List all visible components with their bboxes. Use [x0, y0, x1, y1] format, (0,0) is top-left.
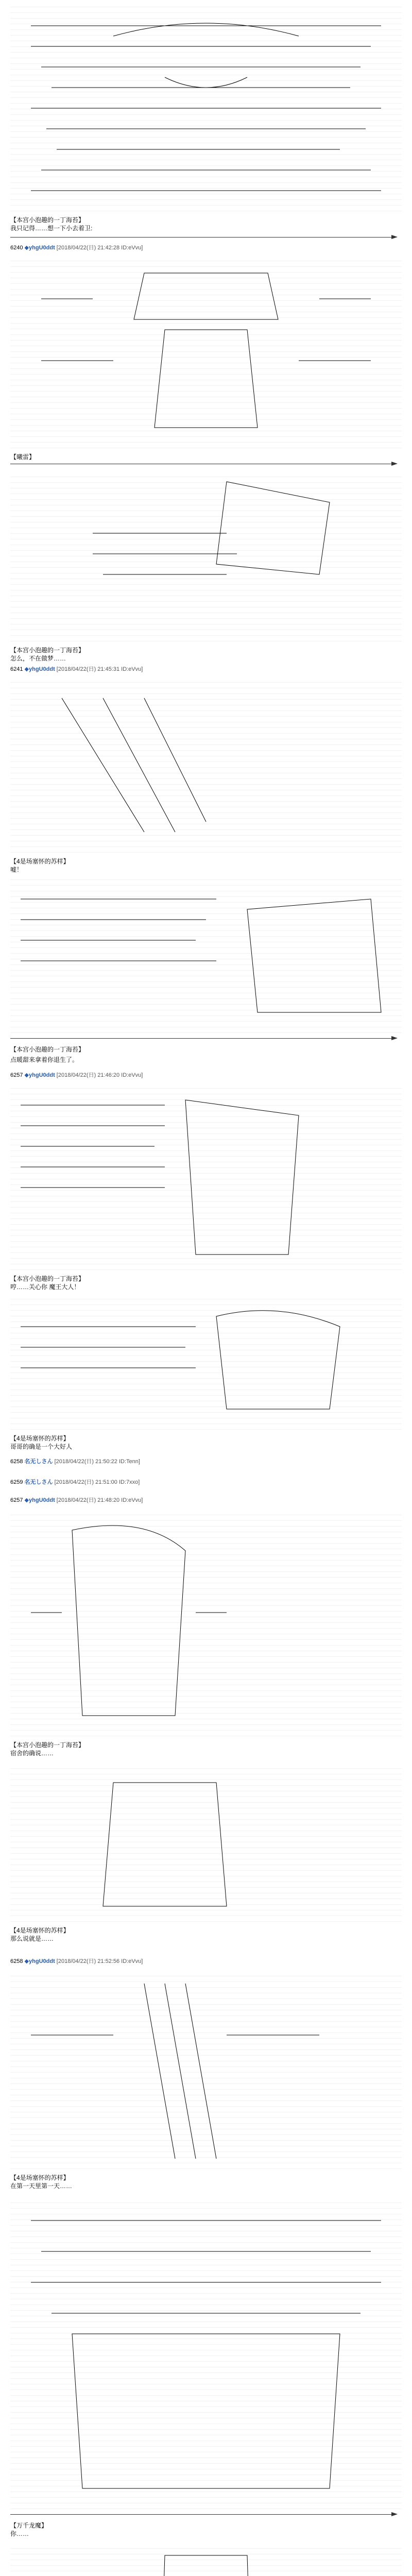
- dialogue-line: 我只记得……想一下小去着卫:: [10, 225, 93, 232]
- post-header: [10, 1072, 143, 1079]
- ascii-art-panel-12: [10, 2545, 402, 2576]
- dialogue-line: 宿舍的确说……: [10, 1750, 54, 1757]
- speaker-label: 【本宫小泡趣的一丁海苔】: [10, 647, 85, 654]
- dialogue-line: 哥哥的确是一个大好人: [10, 1443, 73, 1450]
- ascii-art-panel-5: [10, 878, 402, 1033]
- speaker-label: 【4是场塞怀的苏样】: [10, 1927, 70, 1934]
- post-header: [10, 666, 143, 673]
- post-date: [2018/04/22(日) 21:42:28 ID:eVvu]: [56, 245, 143, 251]
- post-date: [2018/04/22(日) 21:52:56 ID:eVvu]: [56, 1958, 143, 1964]
- speaker-label: 【4是场塞怀的苏样】: [10, 1435, 70, 1442]
- separator-rule: [10, 1038, 391, 1039]
- post-header: [10, 1958, 143, 1965]
- ascii-art-panel-7: [10, 1296, 402, 1430]
- dialogue-line: 在第一天里第一天……: [10, 2182, 73, 2190]
- poster-name[interactable]: 名无しさん: [24, 1459, 53, 1465]
- speaker-label: 【4是场塞怀的苏样】: [10, 2174, 70, 2181]
- post-number: 6258: [10, 1958, 23, 1964]
- ascii-art-panel-4: [10, 677, 402, 853]
- poster-name[interactable]: ◆yhgU0ddt: [24, 666, 55, 672]
- post-date: [2018/04/22(日) 21:50:22 ID:Tenn]: [54, 1459, 140, 1465]
- speaker-label: 【本宫小泡趣的一丁海苔】: [10, 1275, 85, 1282]
- speaker-label: 【万千龙魔】: [10, 2522, 48, 2529]
- ascii-art-panel-6: [10, 1084, 402, 1270]
- separator-rule: [10, 237, 391, 238]
- post-header: [10, 1497, 143, 1504]
- speaker-label: 【本宫小泡趣的一丁海苔】: [10, 1046, 85, 1053]
- speaker-label: 【本宫小泡趣的一丁海苔】: [10, 216, 85, 224]
- ascii-art-panel-8: [10, 1510, 402, 1736]
- ascii-art-panel-9: [10, 1767, 402, 1922]
- separator-rule: [10, 2514, 391, 2515]
- post-number: 6241: [10, 666, 23, 672]
- post-date: [2018/04/22(日) 21:51:00 ID:7xxo]: [54, 1479, 140, 1485]
- speaker-label: 【4是场塞怀的苏样】: [10, 858, 70, 865]
- dialogue-line: 嘘！: [10, 866, 23, 873]
- ascii-art-panel-11: [10, 2200, 402, 2509]
- post-number: 6257: [10, 1072, 23, 1078]
- post-number: 6257: [10, 1497, 23, 1503]
- post-header: [10, 1458, 140, 1465]
- poster-name[interactable]: ◆yhgU0ddt: [24, 1072, 55, 1078]
- post-number: 6259: [10, 1479, 23, 1485]
- speaker-label: 【本宫小泡趣的一丁海苔】: [10, 1741, 85, 1749]
- dialogue-line: 哼……关心你 魔王大人！: [10, 1283, 80, 1291]
- post-date: [2018/04/22(日) 21:46:20 ID:eVvu]: [56, 1072, 143, 1078]
- poster-name[interactable]: 名无しさん: [24, 1479, 53, 1485]
- ascii-art-panel-10: [10, 1973, 402, 2169]
- speaker-label: 【曦雷】: [10, 453, 36, 461]
- post-number: 6258: [10, 1459, 23, 1465]
- post-number: 6240: [10, 245, 23, 251]
- dialogue-line: 怎么，不在做梦……: [10, 655, 66, 662]
- post-date: [2018/04/22(日) 21:45:31 ID:eVvu]: [56, 666, 143, 672]
- dialogue-line: 你……: [10, 2530, 29, 2537]
- ascii-art-panel-2: [10, 258, 402, 448]
- ascii-art-panel-3: [10, 471, 402, 641]
- post-header: [10, 1479, 140, 1486]
- dialogue-line: 点暖甜来拿着你退生了。: [10, 1056, 79, 1063]
- poster-name[interactable]: ◆yhgU0ddt: [24, 1497, 55, 1503]
- ascii-art-panel-1: [10, 5, 402, 211]
- poster-name[interactable]: ◆yhgU0ddt: [24, 245, 55, 251]
- poster-name[interactable]: ◆yhgU0ddt: [24, 1958, 55, 1964]
- post-date: [2018/04/22(日) 21:48:20 ID:eVvu]: [56, 1497, 143, 1503]
- dialogue-line: 那么说就是……: [10, 1935, 54, 1942]
- post-header: [10, 244, 143, 251]
